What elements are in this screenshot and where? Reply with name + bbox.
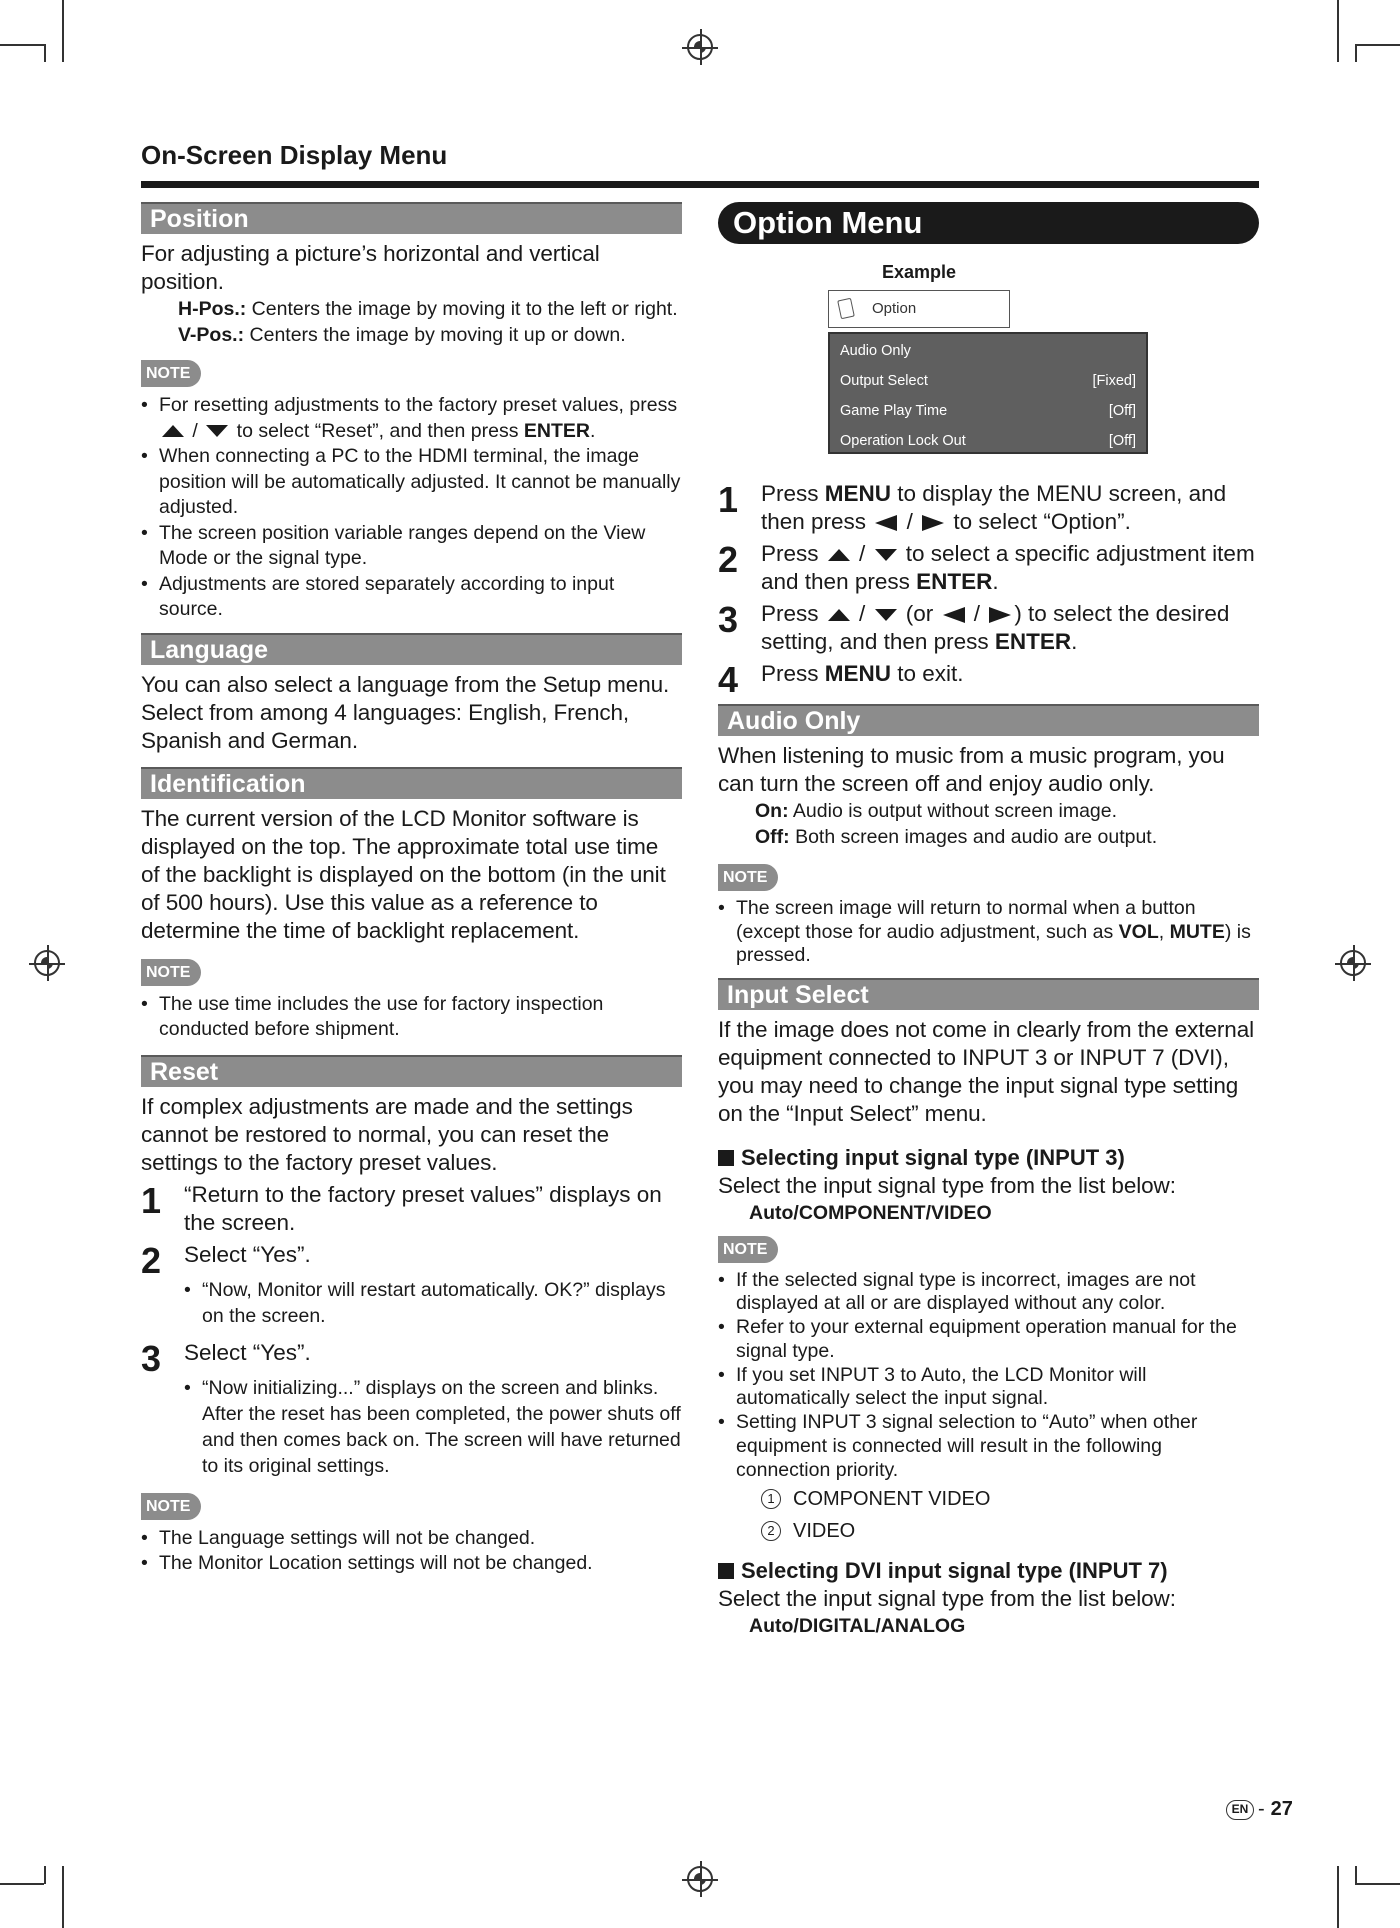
- menu-item-output-select: Output Select [Fixed]: [840, 373, 1136, 389]
- audio-only-text: When listening to music from a music program, you can turn the screen off and enjoy audio only.: [718, 743, 1225, 796]
- crop-mark: [1355, 44, 1357, 62]
- step-text: Select “Yes”.: [184, 1241, 311, 1267]
- section-heading-audio-only: Audio Only: [718, 704, 1259, 736]
- section-heading-language: Language: [141, 633, 682, 665]
- note-badge: NOTE: [141, 959, 201, 986]
- crop-mark: [1337, 0, 1339, 62]
- note-badge: NOTE: [141, 360, 201, 387]
- identification-notes: [141, 992, 682, 1043]
- option-step-3: [718, 600, 1259, 656]
- input-7-text: Select the input signal type from the list below:: [718, 1585, 1176, 1611]
- crop-mark: [44, 44, 46, 62]
- reset-step-1: [141, 1181, 682, 1237]
- list-item: • Setting INPUT 3 signal selection to “Auto” when other equipment is connected will result in the following connection priority.: [718, 1411, 1259, 1482]
- crop-mark: [62, 1866, 64, 1928]
- input-select-text: If the image does not come in clearly from the external equipment connected to INPUT 3 or INPUT 7 (DVI), you may need to change the input signal type setting on the “Input Select” menu.: [718, 1016, 1255, 1126]
- reset-notes: [141, 1526, 682, 1577]
- input-select-notes: [718, 1269, 1259, 1483]
- registration-mark-icon: [1340, 950, 1366, 976]
- list-item: • The screen image will return to normal when a button (except those for audio adjustment, such as VOL, MUTE) is pressed.: [718, 897, 1259, 968]
- position-intro: For adjusting a picture’s horizontal and vertical position.: [141, 241, 600, 294]
- left-arrow-icon: [943, 607, 965, 623]
- title-rule: [141, 181, 1259, 188]
- list-item: • The Monitor Location settings will not be changed.: [141, 1551, 682, 1577]
- input-3-options: Auto/COMPONENT/VIDEO: [749, 1201, 992, 1224]
- note-badge: NOTE: [718, 1236, 778, 1263]
- definition-off: Off: Both screen images and audio are output.: [755, 826, 1158, 848]
- crop-mark: [1355, 1866, 1357, 1884]
- crop-mark: [1355, 1883, 1400, 1885]
- crop-mark: [0, 44, 44, 46]
- subheading-input-3: Selecting input signal type (INPUT 3): [718, 1144, 1259, 1172]
- menu-item-game-play-time: Game Play Time [Off]: [840, 403, 1136, 419]
- section-heading-input-select: Input Select: [718, 978, 1259, 1010]
- registration-mark-icon: [34, 950, 60, 976]
- option-step-2: [718, 540, 1259, 596]
- reset-step-2: [141, 1241, 682, 1335]
- step-text: “Return to the factory preset values” displays on the screen.: [184, 1181, 662, 1235]
- list-item: • The screen position variable ranges depend on the View Mode or the signal type.: [141, 521, 682, 572]
- registration-mark-icon: [687, 1866, 713, 1892]
- step-subnote: • “Now initializing...” displays on the screen and blinks. After the reset has been completed, the power shuts off and then comes back on. The screen will have returned to its original settings.: [184, 1375, 682, 1479]
- crop-mark: [44, 1866, 46, 1884]
- square-bullet-icon: [718, 1563, 734, 1579]
- left-arrow-icon: [875, 515, 897, 531]
- option-menu-example: [718, 244, 1259, 476]
- step-text: Press MENU to display the MENU screen, and then press / to select “Option”.: [761, 481, 1227, 534]
- priority-item: 1 COMPONENT VIDEO: [718, 1483, 1259, 1515]
- crop-mark: [1355, 44, 1400, 46]
- definition-v-pos: V-Pos.: Centers the image by moving it up or down.: [178, 324, 626, 346]
- right-arrow-icon: [989, 607, 1011, 623]
- example-label: Example: [882, 262, 957, 282]
- input-7-options: Auto/DIGITAL/ANALOG: [749, 1614, 966, 1637]
- option-tab: [828, 290, 1010, 328]
- section-heading-identification: Identification: [141, 767, 682, 799]
- registration-mark-icon: [687, 34, 713, 60]
- language-badge: EN: [1226, 1800, 1254, 1820]
- step-text: Press / (or / ) to select the desired setting, and then press ENTER.: [761, 601, 1230, 654]
- list-item: • The Language settings will not be changed.: [141, 1526, 682, 1552]
- list-item: • Adjustments are stored separately according to input source.: [141, 572, 682, 623]
- crop-mark: [62, 0, 64, 62]
- right-column: [718, 202, 1259, 1639]
- list-item: • When connecting a PC to the HDMI terminal, the image position will be automatically adjusted. It cannot be manually adjusted.: [141, 444, 682, 521]
- language-text: You can also select a language from the Setup menu. Select from among 4 languages: English, French, Spanish and German.: [141, 671, 670, 753]
- step-number: 3: [718, 599, 739, 640]
- option-step-4: [718, 660, 1259, 698]
- step-number: 2: [718, 539, 739, 580]
- step-number: 1: [718, 479, 739, 520]
- step-number: 3: [141, 1337, 162, 1379]
- option-menu-banner: Option Menu: [718, 202, 1259, 244]
- step-number: 1: [141, 1179, 162, 1221]
- down-arrow-icon: [875, 549, 897, 561]
- step-text: Select “Yes”.: [184, 1339, 311, 1365]
- step-text: Press MENU to exit.: [761, 661, 964, 686]
- crop-mark: [1337, 1866, 1339, 1928]
- note-badge: NOTE: [718, 864, 778, 891]
- step-subnote: • “Now, Monitor will restart automatically. OK?” displays on the screen.: [184, 1277, 682, 1329]
- input-3-text: Select the input signal type from the list below:: [718, 1172, 1176, 1198]
- option-step-1: [718, 480, 1259, 536]
- definition-h-pos: H-Pos.: Centers the image by moving it to the left or right.: [178, 298, 678, 320]
- list-item: • If you set INPUT 3 to Auto, the LCD Monitor will automatically select the input signal.: [718, 1364, 1259, 1412]
- reset-text: If complex adjustments are made and the settings cannot be restored to normal, you can reset the settings to the factory preset values.: [141, 1093, 633, 1175]
- right-arrow-icon: [922, 515, 944, 531]
- step-text: Press / to select a specific adjustment item and then press ENTER.: [761, 541, 1255, 594]
- option-tab-icon: [837, 298, 855, 319]
- up-arrow-icon: [828, 609, 850, 621]
- down-arrow-icon: [875, 609, 897, 621]
- list-item: • Refer to your external equipment operation manual for the signal type.: [718, 1316, 1259, 1364]
- step-number: 2: [141, 1239, 162, 1281]
- menu-item-audio-only: Audio Only: [840, 343, 911, 359]
- square-bullet-icon: [718, 1150, 734, 1166]
- circled-number: 1: [761, 1489, 781, 1509]
- audio-only-notes: [718, 897, 1259, 968]
- down-arrow-icon: [206, 425, 228, 437]
- reset-step-3: [141, 1339, 682, 1485]
- page-title: On-Screen Display Menu: [141, 140, 448, 170]
- section-heading-reset: Reset: [141, 1055, 682, 1087]
- definition-on: On: Audio is output without screen image.: [755, 800, 1118, 822]
- list-item: • The use time includes the use for factory inspection conducted before shipment.: [141, 992, 682, 1043]
- identification-text: The current version of the LCD Monitor software is displayed on the top. The approximate total use time of the backlight is displayed on the bottom (in the unit of 500 hours). Use this value as a reference to determine the time of backlight replacement.: [141, 805, 666, 943]
- page-number: EN - 27: [1226, 1798, 1293, 1821]
- audio-only-definitions: [718, 798, 1259, 850]
- subheading-input-7: Selecting DVI input signal type (INPUT 7): [718, 1557, 1259, 1585]
- list-item: • If the selected signal type is incorrect, images are not displayed at all or are displayed without any color.: [718, 1269, 1259, 1317]
- note-badge: NOTE: [141, 1493, 201, 1520]
- circled-number: 2: [761, 1521, 781, 1541]
- list-item: • For resetting adjustments to the factory preset values, press / to select “Reset”, and then press ENTER.: [141, 393, 682, 444]
- up-arrow-icon: [828, 549, 850, 561]
- section-heading-position: Position: [141, 202, 682, 234]
- priority-item: 2 VIDEO: [718, 1515, 1259, 1547]
- option-menu-list: [828, 332, 1148, 454]
- option-tab-label: Option: [872, 300, 917, 317]
- crop-mark: [0, 1883, 44, 1885]
- position-definitions: [141, 296, 682, 348]
- left-column: [141, 202, 682, 1577]
- step-number: 4: [718, 659, 739, 700]
- up-arrow-icon: [162, 425, 184, 437]
- menu-item-operation-lock-out: Operation Lock Out [Off]: [840, 433, 1136, 449]
- position-notes: [141, 393, 682, 623]
